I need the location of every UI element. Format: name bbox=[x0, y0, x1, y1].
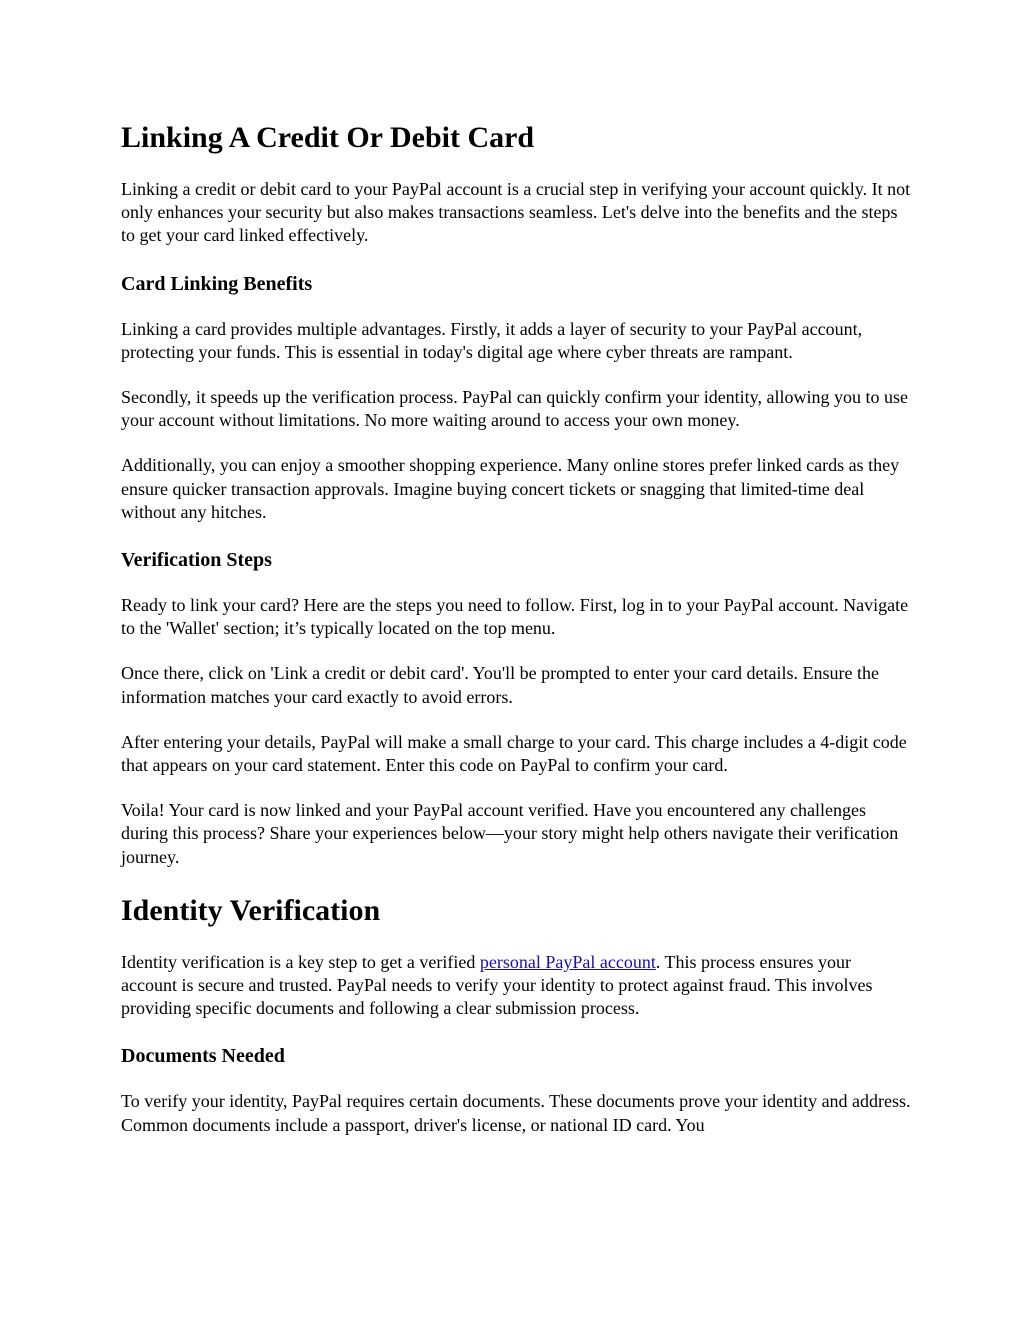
personal-paypal-account-link[interactable]: personal PayPal account bbox=[479, 951, 656, 972]
paragraph: To verify your identity, PayPal requires certain documents. These documents prove your identity and address. Common documents include a passport, driver's license, or national ID card. You bbox=[121, 1091, 911, 1135]
paragraph: Secondly, it speeds up the verification process. PayPal can quickly confirm your identity, allowing you to use your account without limitations. No more waiting around to access your own money. bbox=[121, 387, 908, 431]
subsection-title-documents-needed: Documents Needed bbox=[121, 1045, 285, 1068]
subsection-title-verification-steps: Verification Steps bbox=[121, 549, 272, 572]
subsection-title-card-linking-benefits: Card Linking Benefits bbox=[121, 272, 313, 295]
paragraph: Linking a card provides multiple advantages. Firstly, it adds a layer of security to your PayPal account, protecting your funds. This is essential in today's digital age where cyber threats are rampant. bbox=[121, 318, 863, 362]
paragraph: Additionally, you can enjoy a smoother shopping experience. Many online stores prefer linked cards as they ensure quicker transaction approvals. Imagine buying concert tickets or snagging that limited-time deal without any hitches. bbox=[121, 455, 900, 522]
section-intro-linking-card: Linking a credit or debit card to your PayPal account is a crucial step in verifying your account quickly. It not only enhances your security but also makes transactions seamless. Let's delve into the benefits and the steps to get your card linked effectively. bbox=[121, 179, 911, 246]
section-title-identity-verification: Identity Verification bbox=[121, 893, 381, 927]
paragraph: Voila! Your card is now linked and your PayPal account verified. Have you encountered any challenges during this process? Share your experiences below—your story might help others navigate their verification journey. bbox=[121, 800, 899, 867]
paragraph: Ready to link your card? Here are the steps you need to follow. First, log in to your PayPal account. Navigate to the 'Wallet' section; it’s typically located on the top menu. bbox=[121, 595, 909, 639]
paragraph: After entering your details, PayPal will make a small charge to your card. This charge includes a 4-digit code that appears on your card statement. Enter this code on PayPal to confirm your card. bbox=[121, 731, 907, 776]
document-page bbox=[121, 118, 911, 1137]
intro-text-after-link: . This process ensures your account is secure and trusted. PayPal needs to verify your identity to protect against fraud. This involves providing specific documents and following a clear submission process. bbox=[121, 951, 873, 1019]
section-title-linking-card: Linking A Credit Or Debit Card bbox=[121, 121, 535, 154]
intro-text-before-link: Identity verification is a key step to get a verified bbox=[121, 951, 480, 972]
section-intro-identity-verification bbox=[121, 951, 911, 1021]
paragraph: Once there, click on 'Link a credit or debit card'. You'll be prompted to enter your card details. Ensure the information matches your card exactly to avoid errors. bbox=[121, 663, 879, 707]
